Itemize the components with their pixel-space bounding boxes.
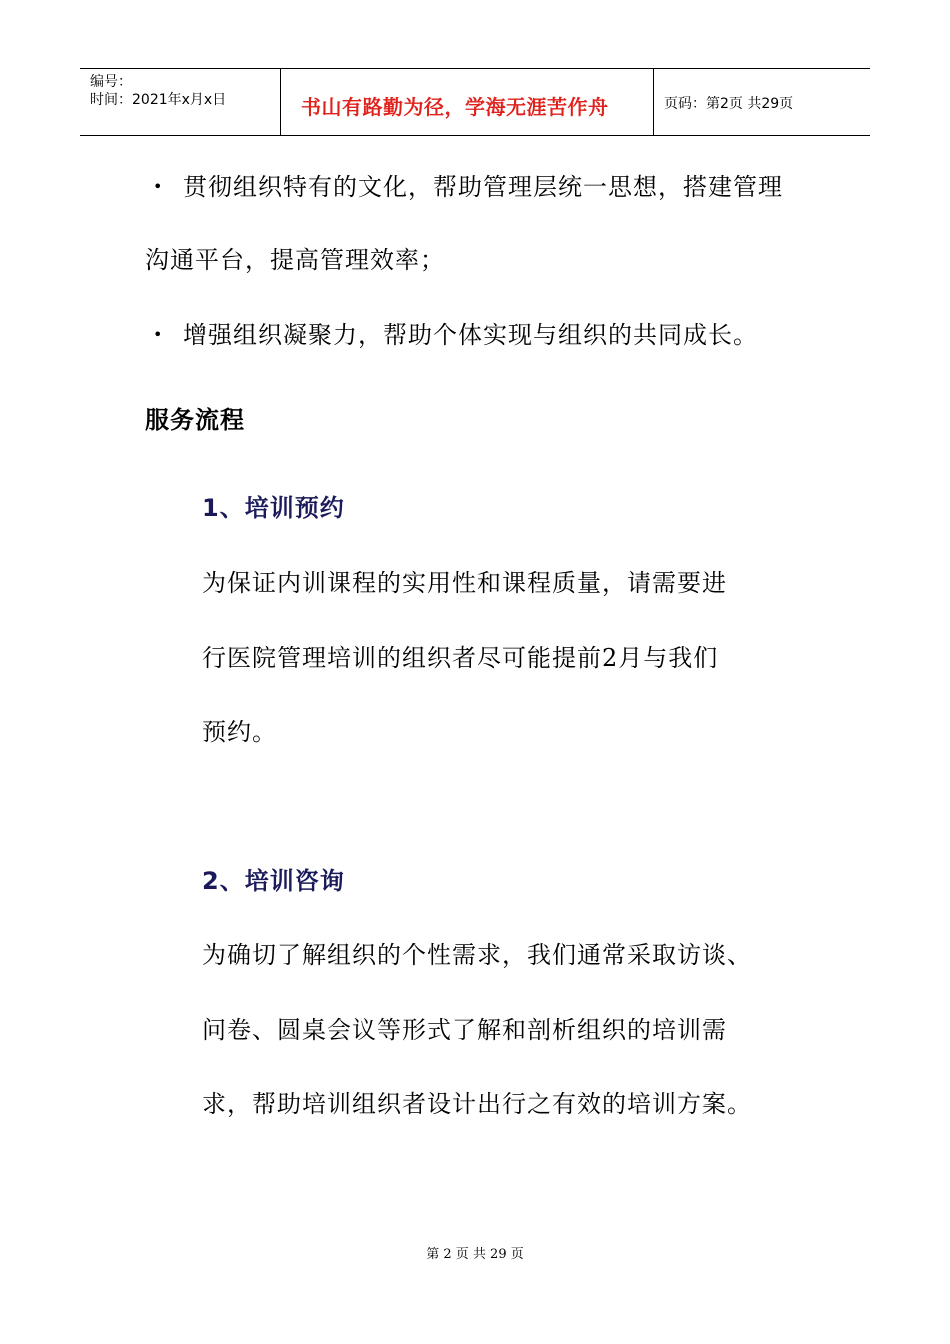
- document-date: 时间：2021年x月x日: [90, 92, 227, 108]
- step2-line1: 为确切了解组织的个性需求，我们通常采取访谈、: [202, 941, 752, 969]
- section-title: 服务流程: [145, 406, 245, 434]
- page-footer: 第 2 页 共 29 页: [426, 1247, 524, 1262]
- header-motto: 书山有路勤为径，学海无涯苦作舟: [301, 95, 609, 119]
- bullet2-text: 增强组织凝聚力，帮助个体实现与组织的共同成长。: [183, 321, 758, 349]
- step2-line2: 问卷、圆桌会议等形式了解和剖析组织的培训需: [202, 1016, 727, 1044]
- step1-title: 1、培训预约: [202, 494, 345, 522]
- bullet-marker: •: [153, 177, 163, 196]
- header-motto-cell: [281, 69, 654, 135]
- bullet1-line1: 贯彻组织特有的文化，帮助管理层统一思想，搭建管理: [183, 173, 783, 201]
- bullet-marker: •: [153, 325, 163, 344]
- header-page-cell: [654, 69, 870, 135]
- header-meta-cell: [80, 69, 281, 135]
- header-page-info: 页码：第2页 共29页: [664, 96, 794, 112]
- document-number-label: 编号：: [90, 74, 132, 90]
- step2-title: 2、培训咨询: [202, 867, 345, 895]
- step1-line2: 行医院管理培训的组织者尽可能提前2月与我们: [202, 644, 719, 672]
- document-header: [80, 68, 870, 136]
- bullet1-line2: 沟通平台，提高管理效率；: [145, 246, 445, 274]
- step2-line3: 求，帮助培训组织者设计出行之有效的培训方案。: [202, 1090, 752, 1118]
- step1-line3: 预约。: [202, 718, 277, 746]
- step1-line1: 为保证内训课程的实用性和课程质量，请需要进: [202, 569, 727, 597]
